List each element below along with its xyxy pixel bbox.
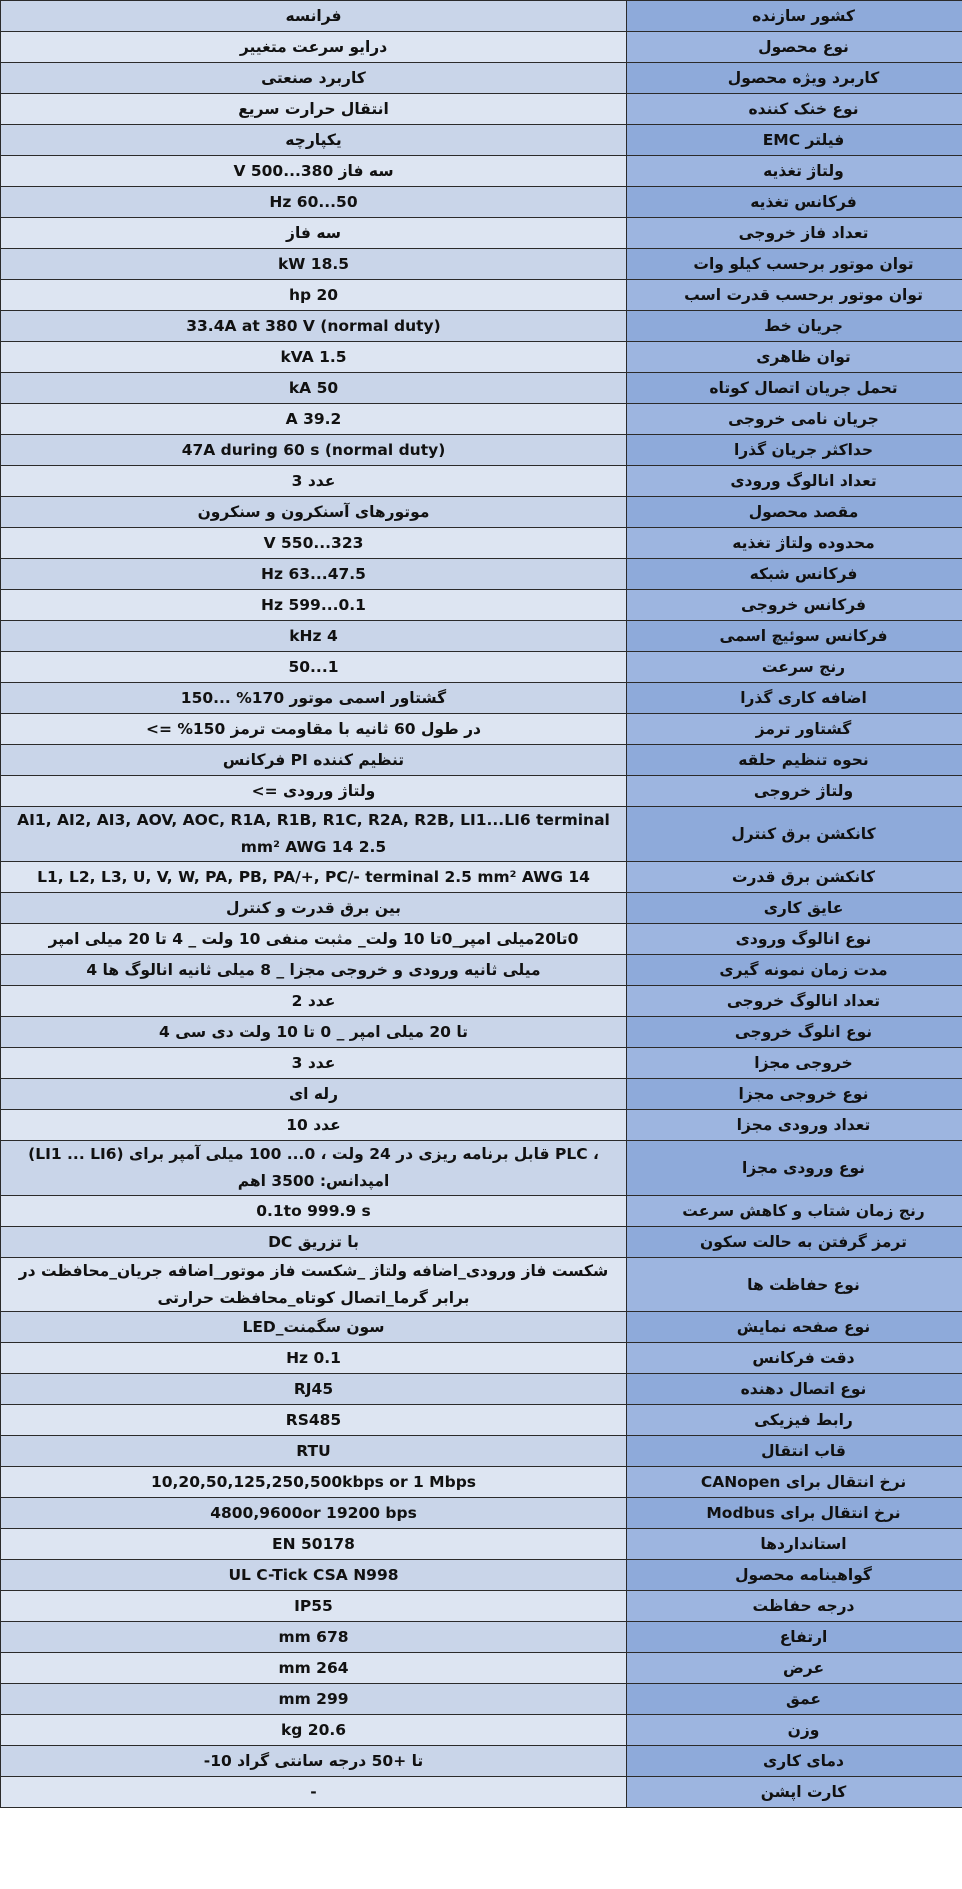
spec-label-cell [627, 1312, 962, 1343]
spec-value: میلی ثانیه ورودی و خروجی مجزا _ 8 میلی ثانیه انالوگ ها 4 [86, 960, 541, 979]
spec-row [1, 156, 962, 187]
spec-label: گواهینامه محصول [735, 1566, 872, 1585]
spec-value-cell [1, 1016, 627, 1047]
spec-label-cell [627, 466, 962, 497]
spec-label: تعداد فاز خروجی [738, 224, 869, 242]
spec-label: نوع خنک کننده [748, 100, 859, 118]
spec-row [1, 1140, 962, 1195]
spec-label: عمق [786, 1690, 821, 1709]
spec-value-cell [1, 1653, 627, 1684]
spec-row [1, 1343, 962, 1374]
spec-row [1, 1374, 962, 1405]
spec-value-cell [1, 1467, 627, 1498]
spec-value: فرانسه [285, 7, 342, 25]
spec-label: جریان خط [764, 317, 843, 335]
spec-value: 20.6 kg [280, 1721, 347, 1740]
spec-value: 323...550 V [263, 534, 364, 552]
spec-value: 299 mm [278, 1690, 349, 1709]
spec-value: 0.1to 999.9 s [256, 1201, 371, 1220]
spec-value: درایو سرعت متغییر [239, 38, 388, 56]
spec-value-cell [1, 1312, 627, 1343]
spec-row [1, 714, 962, 745]
spec-row [1, 94, 962, 125]
spec-value-cell [1, 1560, 627, 1591]
spec-value: تا +50 درجه سانتی گراد 10- [203, 1752, 424, 1771]
spec-label: توان ظاهری [756, 348, 851, 366]
spec-label: اضافه کاری گذرا [740, 689, 867, 707]
spec-value-cell [1, 861, 627, 892]
spec-label: عایق کاری [763, 898, 844, 917]
spec-value-cell [1, 1109, 627, 1140]
spec-label-cell [627, 1467, 962, 1498]
spec-value-cell [1, 776, 627, 807]
spec-row [1, 32, 962, 63]
spec-value-cell [1, 923, 627, 954]
spec-value-cell [1, 218, 627, 249]
spec-value-cell [1, 1078, 627, 1109]
spec-label: فیلتر EMC [762, 131, 845, 149]
spec-label-cell [627, 497, 962, 528]
spec-row [1, 466, 962, 497]
spec-row [1, 63, 962, 94]
spec-label-cell [627, 1684, 962, 1715]
spec-value-cell [1, 1591, 627, 1622]
spec-value: RTU [296, 1442, 331, 1461]
spec-label-cell [627, 280, 962, 311]
spec-value-cell [1, 1405, 627, 1436]
spec-value-cell [1, 745, 627, 776]
spec-label-cell [627, 652, 962, 683]
spec-label-cell [627, 342, 962, 373]
spec-label: قاب انتقال [761, 1442, 846, 1461]
spec-value-cell [1, 1746, 627, 1777]
spec-label: ولتاژ خروجی [753, 782, 854, 800]
spec-row [1, 683, 962, 714]
spec-value-line: شکست فاز ورودی_اضافه ولتاژ _شکست فاز موتور_اضافه جریان_محافظت در [18, 1261, 609, 1280]
spec-label-cell [627, 1405, 962, 1436]
spec-value: 50 kA [288, 379, 339, 397]
spec-label: وزن [787, 1721, 820, 1740]
spec-label-cell [627, 683, 962, 714]
spec-value-cell [1, 404, 627, 435]
spec-label-cell [627, 435, 962, 466]
spec-value-cell [1, 1140, 627, 1195]
spec-label-cell [627, 985, 962, 1016]
spec-value: 0.1 Hz [286, 1349, 341, 1368]
spec-label: نوع اتصال دهنده [740, 1380, 867, 1399]
spec-label-cell [627, 745, 962, 776]
spec-label-cell [627, 1257, 962, 1312]
spec-row [1, 404, 962, 435]
spec-label-cell [627, 590, 962, 621]
spec-label: فرکانس خروجی [740, 596, 867, 614]
spec-label: رنج زمان شتاب و کاهش سرعت [682, 1201, 925, 1220]
spec-value-cell [1, 280, 627, 311]
spec-value-cell [1, 590, 627, 621]
spec-label-cell [627, 714, 962, 745]
spec-value-cell [1, 156, 627, 187]
spec-label: دمای کاری [763, 1752, 844, 1771]
spec-label-cell [627, 1653, 962, 1684]
spec-label: مقصد محصول [748, 503, 859, 521]
spec-label: ارتفاع [779, 1628, 828, 1647]
spec-row [1, 985, 962, 1016]
spec-value: در طول 60 ثانیه با مقاومت ترمز 150% => [145, 720, 481, 738]
spec-value: 20 hp [288, 286, 339, 304]
spec-value: سه فاز [286, 224, 341, 242]
spec-row [1, 590, 962, 621]
spec-value: 47A during 60 s (normal duty) [181, 441, 446, 459]
spec-label-cell [627, 32, 962, 63]
spec-row [1, 373, 962, 404]
spec-value-cell [1, 435, 627, 466]
spec-value-cell [1, 63, 627, 94]
spec-row [1, 311, 962, 342]
spec-label: محدوده ولتاژ تغذیه [732, 534, 875, 552]
spec-row [1, 1591, 962, 1622]
spec-row [1, 1622, 962, 1653]
spec-label: حداکثر جریان گذرا [733, 441, 874, 459]
spec-value: عدد 2 [291, 991, 336, 1010]
spec-row [1, 1109, 962, 1140]
spec-body [1, 1, 962, 1808]
spec-value-cell [1, 1498, 627, 1529]
spec-label-cell [627, 1078, 962, 1109]
spec-value-cell [1, 187, 627, 218]
spec-value-cell [1, 621, 627, 652]
spec-value: 4800,9600or 19200 bps [210, 1504, 417, 1523]
spec-label-cell [627, 559, 962, 590]
spec-row [1, 1498, 962, 1529]
spec-label-cell [627, 861, 962, 892]
spec-label: نوع انالوگ ورودی [735, 929, 872, 948]
spec-label-cell [627, 1195, 962, 1226]
spec-value-cell [1, 1226, 627, 1257]
spec-label-cell [627, 1374, 962, 1405]
spec-value: 0تا20میلی امپر_0تا 10 ولت_ مثبت منفی 10 ولت _ 4 تا 20 میلی امپر [48, 929, 579, 948]
spec-value: UL C-Tick CSA N998 [228, 1566, 399, 1585]
spec-value: 39.2 A [285, 410, 342, 428]
spec-label-cell [627, 125, 962, 156]
spec-label: کارت اپشن [760, 1783, 847, 1802]
spec-row [1, 1047, 962, 1078]
spec-value: EN 50178 [272, 1535, 355, 1554]
spec-row [1, 1777, 962, 1808]
spec-value: 1...50 [288, 658, 339, 676]
spec-row [1, 125, 962, 156]
spec-row [1, 249, 962, 280]
spec-row [1, 1, 962, 32]
spec-value-cell [1, 1257, 627, 1312]
spec-value: 1.5 kVA [280, 348, 347, 366]
spec-value: گشتاور اسمی موتور 170% ...150 [180, 689, 447, 707]
spec-row [1, 1684, 962, 1715]
spec-value: رله ای [288, 1084, 339, 1103]
spec-row [1, 1746, 962, 1777]
spec-row [1, 652, 962, 683]
spec-value: کاربرد صنعتی [261, 69, 366, 87]
spec-label-cell [627, 1109, 962, 1140]
spec-label-cell [627, 1715, 962, 1746]
spec-value-cell [1, 652, 627, 683]
spec-value-cell [1, 94, 627, 125]
spec-label: تعداد انالوگ خروجی [726, 991, 881, 1010]
spec-label: ترمز گرفتن به حالت سکون [699, 1232, 907, 1251]
spec-row [1, 218, 962, 249]
spec-value-cell [1, 559, 627, 590]
spec-label-cell [627, 404, 962, 435]
spec-value-cell [1, 683, 627, 714]
spec-label-cell [627, 621, 962, 652]
spec-label: تحمل جریان اتصال کوتاه [709, 379, 898, 397]
spec-label-cell [627, 1, 962, 32]
spec-value-cell [1, 985, 627, 1016]
spec-label-cell [627, 807, 962, 862]
spec-label-cell [627, 1343, 962, 1374]
spec-value-cell [1, 1777, 627, 1808]
spec-label: فرکانس شبکه [749, 565, 858, 583]
spec-value-cell [1, 1047, 627, 1078]
spec-label-cell [627, 1436, 962, 1467]
spec-value: انتقال حرارت سریع [238, 100, 389, 118]
spec-label: جریان نامی خروجی [728, 410, 879, 428]
spec-label-cell [627, 94, 962, 125]
spec-row [1, 1226, 962, 1257]
spec-value: IP55 [294, 1597, 333, 1616]
spec-row [1, 1560, 962, 1591]
spec-value-cell [1, 1, 627, 32]
spec-value: 4 kHz [289, 627, 338, 645]
spec-label: تعداد انالوگ ورودی [730, 472, 877, 490]
spec-row [1, 497, 962, 528]
spec-row [1, 1016, 962, 1047]
spec-label: نوع ورودی مجزا [742, 1158, 865, 1177]
spec-value-cell [1, 466, 627, 497]
spec-row [1, 280, 962, 311]
spec-label: نوع صفحه نمایش [736, 1318, 871, 1337]
spec-value-cell [1, 1684, 627, 1715]
spec-row [1, 1529, 962, 1560]
spec-label-cell [627, 63, 962, 94]
spec-value: 10,20,50,125,250,500kbps or 1 Mbps [150, 1473, 477, 1492]
spec-label: خروجی مجزا [754, 1053, 853, 1072]
spec-label-cell [627, 1529, 962, 1560]
spec-row [1, 776, 962, 807]
spec-value-cell [1, 497, 627, 528]
spec-row [1, 892, 962, 923]
spec-label: گشتاور ترمز [755, 720, 852, 738]
spec-label: استانداردها [760, 1535, 847, 1554]
spec-label-cell [627, 528, 962, 559]
spec-value: سه فاز 380...500 V [233, 162, 394, 180]
spec-value: بین برق قدرت و کنترل [226, 898, 401, 917]
spec-label: مدت زمان نمونه گیری [719, 960, 888, 979]
spec-row [1, 1436, 962, 1467]
spec-value-line: برابر گرما_اتصال کوتاه_محافظت حرارتی [157, 1288, 470, 1307]
spec-row [1, 1078, 962, 1109]
spec-value: RS485 [285, 1411, 342, 1430]
spec-label-cell [627, 1016, 962, 1047]
spec-label-cell [627, 373, 962, 404]
spec-label: نوع حفاظت ها [747, 1275, 860, 1294]
spec-label: درجه حفاظت [752, 1597, 855, 1616]
spec-value-cell [1, 342, 627, 373]
spec-value-cell [1, 311, 627, 342]
spec-label-cell [627, 218, 962, 249]
spec-value-cell [1, 1343, 627, 1374]
spec-row [1, 559, 962, 590]
spec-value-cell [1, 714, 627, 745]
spec-value-line: امپدانس: 3500 اهم [237, 1171, 390, 1190]
spec-value-cell [1, 1622, 627, 1653]
spec-label: تعداد ورودی مجزا [736, 1115, 871, 1134]
spec-label-cell [627, 1622, 962, 1653]
spec-label: توان موتور برحسب قدرت اسب [684, 286, 923, 304]
spec-value-line: ، PLC قابل برنامه ریزی در 24 ولت ، 0... 100 میلی آمپر برای (LI1 ... LI6) [28, 1144, 599, 1163]
spec-value: با تزریق DC [268, 1232, 359, 1251]
spec-label: نوع محصول [758, 38, 849, 56]
spec-value: 50...60 Hz [269, 193, 358, 211]
spec-row [1, 745, 962, 776]
spec-value: RJ45 [293, 1380, 334, 1399]
spec-label: کاربرد ویژه محصول [727, 69, 880, 87]
spec-label: دقت فرکانس [752, 1349, 855, 1368]
spec-label: کانکشن برق قدرت [731, 867, 876, 886]
spec-row [1, 1312, 962, 1343]
spec-value-cell [1, 32, 627, 63]
spec-value-line: 2.5 mm² AWG 14 [240, 837, 387, 856]
spec-value: سون سگمنت_LED [242, 1318, 385, 1337]
spec-value: موتورهای آسنکرون و سنکرون [197, 503, 430, 521]
spec-row [1, 528, 962, 559]
spec-value: ولتاژ ورودی => [251, 782, 376, 800]
spec-row [1, 435, 962, 466]
spec-value-cell [1, 1715, 627, 1746]
spec-label-cell [627, 1047, 962, 1078]
spec-row [1, 1467, 962, 1498]
spec-value-line: AI1, AI2, AI3, AOV, AOC, R1A, R1B, R1C, R2A, R2B, LI1...LI6 terminal [17, 811, 610, 829]
spec-value-cell [1, 1529, 627, 1560]
spec-value-cell [1, 1436, 627, 1467]
spec-value-cell [1, 249, 627, 280]
spec-label: رابط فیزیکی [754, 1411, 853, 1430]
spec-value: 264 mm [278, 1659, 349, 1678]
spec-row [1, 1257, 962, 1312]
spec-label-cell [627, 776, 962, 807]
spec-label-cell [627, 1591, 962, 1622]
spec-label: فرکانس تغذیه [750, 193, 857, 211]
spec-label-cell [627, 923, 962, 954]
spec-value-cell [1, 1374, 627, 1405]
spec-label-cell [627, 311, 962, 342]
spec-row [1, 923, 962, 954]
spec-value-cell [1, 1195, 627, 1226]
spec-value-cell [1, 125, 627, 156]
spec-value: تنظیم کننده PI فرکانس [222, 751, 405, 769]
spec-label: نرخ انتقال برای Modbus [706, 1504, 901, 1523]
spec-label: فرکانس سوئیچ اسمی [719, 627, 888, 645]
spec-value: عدد 10 [286, 1115, 341, 1134]
spec-label: توان موتور برحسب کیلو وات [693, 255, 914, 273]
spec-label: کشور سازنده [752, 7, 855, 25]
spec-value-cell [1, 892, 627, 923]
spec-value: تا 20 میلی امپر _ 0 تا 10 ولت دی سی 4 [159, 1022, 468, 1041]
spec-label: نوع انلوگ خروجی [734, 1022, 873, 1041]
spec-row [1, 861, 962, 892]
spec-label-cell [627, 156, 962, 187]
spec-value-cell [1, 954, 627, 985]
spec-label-cell [627, 1746, 962, 1777]
spec-value: 0.1...599 Hz [261, 596, 366, 614]
spec-value: یکپارچه [285, 131, 342, 149]
spec-value: عدد 3 [291, 472, 336, 490]
spec-value: 33.4A at 380 V (normal duty) [186, 317, 441, 335]
spec-label-cell [627, 892, 962, 923]
spec-label-cell [627, 187, 962, 218]
spec-value-cell [1, 807, 627, 862]
spec-label: نرخ انتقال برای CANopen [700, 1473, 907, 1492]
spec-label-cell [627, 1226, 962, 1257]
spec-label-cell [627, 1498, 962, 1529]
spec-row [1, 1195, 962, 1226]
spec-value: عدد 3 [291, 1053, 336, 1072]
spec-value: L1, L2, L3, U, V, W, PA, PB, PA/+, PC/- terminal 2.5 mm² AWG 14 [37, 867, 590, 886]
spec-value: 678 mm [278, 1628, 349, 1647]
spec-value-cell [1, 373, 627, 404]
spec-label: نوع خروجی مجزا [738, 1084, 869, 1103]
spec-label-cell [627, 249, 962, 280]
spec-row [1, 1653, 962, 1684]
spec-value: 47.5...63 Hz [261, 565, 366, 583]
spec-row [1, 1405, 962, 1436]
spec-row [1, 342, 962, 373]
spec-label-cell [627, 1140, 962, 1195]
spec-label: عرض [782, 1659, 825, 1678]
spec-label: رنج سرعت [761, 658, 846, 676]
spec-row [1, 621, 962, 652]
spec-value: - [310, 1783, 317, 1802]
spec-label: نحوه تنظیم حلقه [738, 751, 869, 769]
spec-row [1, 954, 962, 985]
spec-label-cell [627, 1560, 962, 1591]
spec-row [1, 1715, 962, 1746]
spec-label: ولتاژ تغذیه [763, 162, 844, 180]
spec-row [1, 187, 962, 218]
spec-value: 18.5 kW [277, 255, 350, 273]
spec-label: کانکشن برق کنترل [731, 824, 876, 843]
spec-label-cell [627, 1777, 962, 1808]
spec-value-cell [1, 528, 627, 559]
spec-row [1, 807, 962, 862]
spec-label-cell [627, 954, 962, 985]
